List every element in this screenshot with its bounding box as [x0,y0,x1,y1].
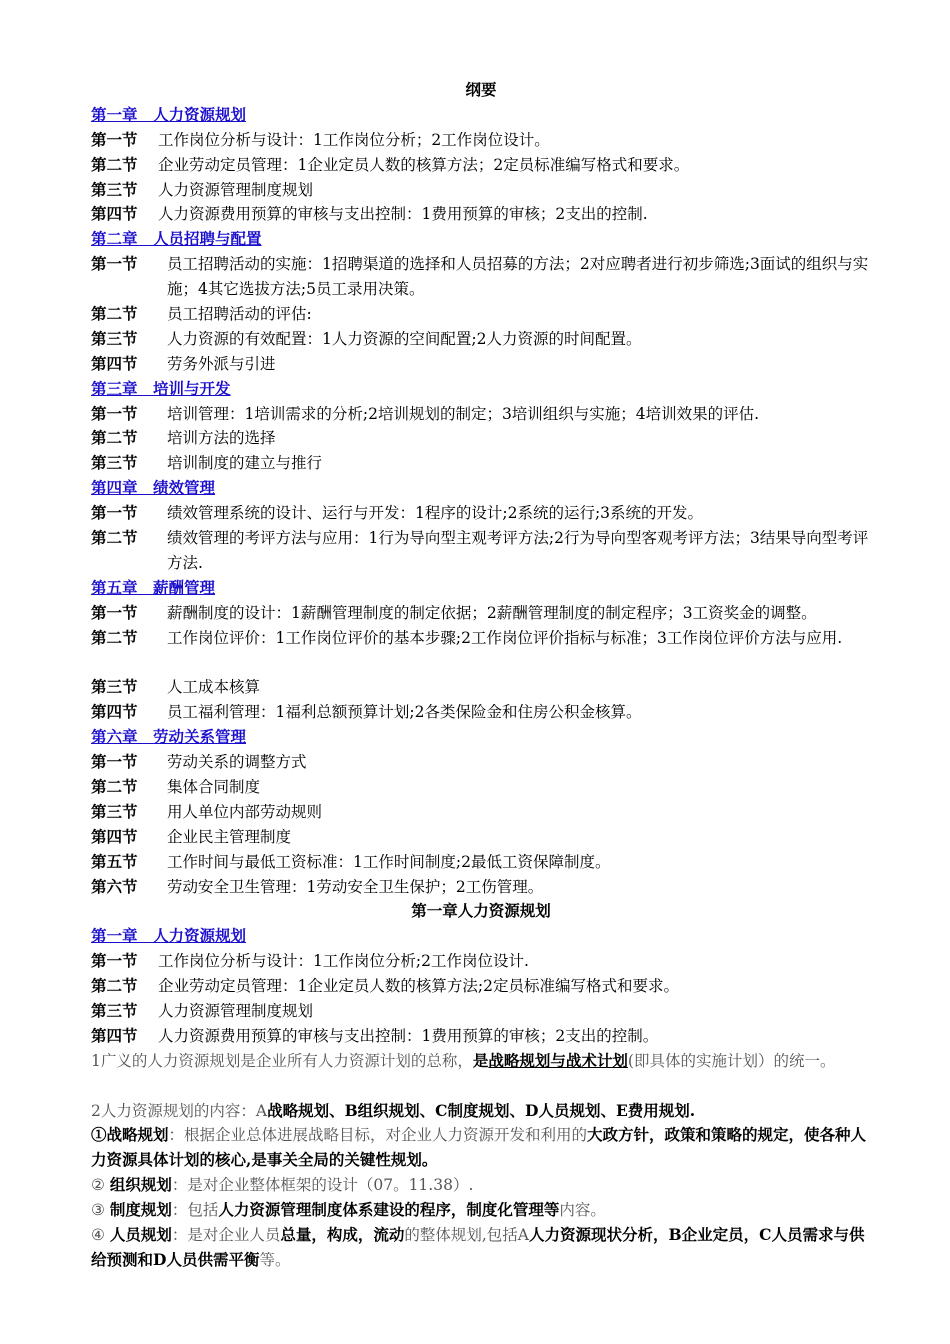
section-label: 第二节 [91,627,138,647]
section-label: 第一节 [91,951,138,971]
section-text: 劳务外派与引进 [167,354,276,373]
section-text: 培训方法的选择 [167,429,276,448]
paragraph-4: ② 组织规划：是对企业整体框架的设计（07。11.38）. [91,1175,474,1195]
outline-section [91,875,871,900]
section-text: 人力资源费用预算的审核与支出控制：1费用预算的审核；2支出的控制. [158,205,648,224]
section-text: 员工招聘活动的评估: [167,305,312,324]
outline-section [91,352,871,377]
section-label: 第三节 [91,453,138,473]
section-label: 第二节 [91,154,138,174]
section-text: 培训管理：1培训需求的分析;2培训规划的制定；3培训组织与实施；4培训效果的评估. [167,404,760,423]
section-label: 第五节 [91,851,138,871]
outline-section [91,775,871,800]
section-text: 工作岗位分析与设计：1工作岗位分析；2工作岗位设计。 [158,130,550,149]
chapter-section [91,974,871,999]
section-text: 人力资源的有效配置：1人力资源的空间配置;2人力资源的时间配置。 [167,329,642,348]
outline-section [91,426,871,451]
section-text: 劳动关系的调整方式 [167,753,307,772]
paragraph-2: 2人力资源规划的内容：A战略规划、B组织规划、C制度规划、D人员规划、E费用规划. [91,1100,696,1120]
section-label: 第三节 [91,179,138,199]
outline-section [91,675,871,700]
chapter-link-6[interactable]: 第六章 劳动关系管理 [91,727,247,747]
section-text: 企业劳动定员管理：1企业定员人数的核算方法;2定员标准编写格式和要求。 [158,977,679,996]
section-text: 集体合同制度 [167,777,261,796]
section-label: 第三节 [91,801,138,821]
section-text: 工作岗位评价：1工作岗位评价的基本步骤;2工作岗位评价指标与标准；3工作岗位评价方法与应用. [167,628,843,647]
section-label: 第二节 [91,304,138,324]
outline-section [91,252,871,302]
section-label: 第四节 [91,1025,138,1045]
outline-section [91,302,871,327]
section-label: 第一节 [91,403,138,423]
paragraph-5: ③ 制度规划：包括人力资源管理制度体系建设的程序，制度化管理等内容。 [91,1200,606,1220]
chapter-link-1[interactable]: 第一章 人力资源规划 [91,104,247,124]
chapter-link-3[interactable]: 第三章 培训与开发 [91,378,231,398]
section-text: 企业民主管理制度 [167,827,292,846]
section-text: 工作时间与最低工资标准：1工作时间制度;2最低工资保障制度。 [167,852,611,871]
section-label: 第四节 [91,702,138,722]
outline-section [91,526,871,576]
outline-section [91,451,871,476]
section-text: 人力资源管理制度规划 [158,180,314,199]
chapter-link-1-detail[interactable]: 第一章 人力资源规划 [91,926,247,946]
chapter-link-2[interactable]: 第二章 人员招聘与配置 [91,229,262,249]
section-label: 第四节 [91,826,138,846]
chapter-title: 第一章人力资源规划 [411,901,551,921]
section-text: 人力资源管理制度规划 [158,1002,314,1020]
document-content [91,78,871,1273]
section-text: 工作岗位分析与设计：1工作岗位分析;2工作岗位设计. [158,952,529,971]
section-text: 企业劳动定员管理：1企业定员人数的核算方法；2定员标准编写格式和要求。 [158,155,690,174]
section-label: 第三节 [91,1001,138,1020]
section-text: 培训制度的建立与推行 [167,454,323,473]
chapter-link-5[interactable]: 第五章 薪酬管理 [91,577,216,597]
section-label: 第二节 [91,428,138,448]
paragraph-1: 1广义的人力资源规划是企业所有人力资源计划的总称，是战略规划与战术计划(即具体的实施计划）的统一。 [91,1050,836,1070]
outline-section [91,128,871,153]
chapter-section [91,1024,871,1049]
chapter-section [91,949,871,974]
chapter-section [91,999,871,1024]
outline-section [91,850,871,875]
section-label: 第二节 [91,776,138,796]
section-label: 第一节 [91,503,138,523]
section-label: 第三节 [91,328,138,348]
section-text: 人力资源费用预算的审核与支出控制：1费用预算的审核；2支出的控制。 [158,1026,659,1045]
outline-section [91,750,871,775]
section-text: 薪酬制度的设计：1薪酬管理制度的制定依据；2薪酬管理制度的制定程序；3工资奖金的调整。 [167,603,817,622]
outline-section [91,178,871,203]
outline-section [91,501,871,526]
section-label: 第一节 [91,602,138,622]
outline-section [91,626,871,676]
section-text: 员工招聘活动的实施：1招聘渠道的选择和人员招募的方法；2对应聘者进行初步筛选;3面试的组织与实施；4其它选拔方法;5员工录用决策。 [167,255,869,299]
section-text: 用人单位内部劳动规则 [167,802,323,821]
outline-section [91,327,871,352]
paragraph-6: ④ 人员规划：是对企业人员总量，构成，流动的整体规划,包括A人力资源现状分析，B企业定员，C人员需求与供给预测和D人员供需平衡等。 [91,1225,865,1269]
outline-section [91,402,871,427]
outline-section [91,153,871,178]
section-text: 绩效管理系统的设计、运行与开发：1程序的设计;2系统的运行;3系统的开发。 [167,504,704,523]
outline-section [91,601,871,626]
section-label: 第四节 [91,353,138,373]
section-text: 劳动安全卫生管理：1劳动安全卫生保护；2工伤管理。 [167,877,544,896]
section-text: 绩效管理的考评方法与应用：1行为导向型主观考评方法;2行为导向型客观考评方法；3结果导向型考评方法. [167,529,869,572]
paragraph-3: ①战略规划：根据企业总体进展战略目标，对企业人力资源开发和利用的大政方针，政策和策略的规定，使各种人力资源具体计划的核心,是事关全局的关键性规划。 [91,1125,867,1170]
chapter-link-4[interactable]: 第四章 绩效管理 [91,478,216,498]
outline-section [91,825,871,850]
section-text: 员工福利管理：1福利总额预算计划;2各类保险金和住房公积金核算。 [167,703,642,722]
section-label: 第三节 [91,677,138,697]
outline-section [91,202,871,227]
section-label: 第六节 [91,876,138,896]
section-label: 第一节 [91,254,138,274]
outline-section [91,800,871,825]
section-text: 人工成本核算 [167,678,261,697]
section-label: 第四节 [91,204,138,224]
section-label: 第一节 [91,752,138,772]
outline-title: 纲要 [465,80,497,99]
section-label: 第二节 [91,976,138,996]
section-label: 第二节 [91,528,138,548]
outline-section [91,700,871,725]
section-label: 第一节 [91,129,138,149]
